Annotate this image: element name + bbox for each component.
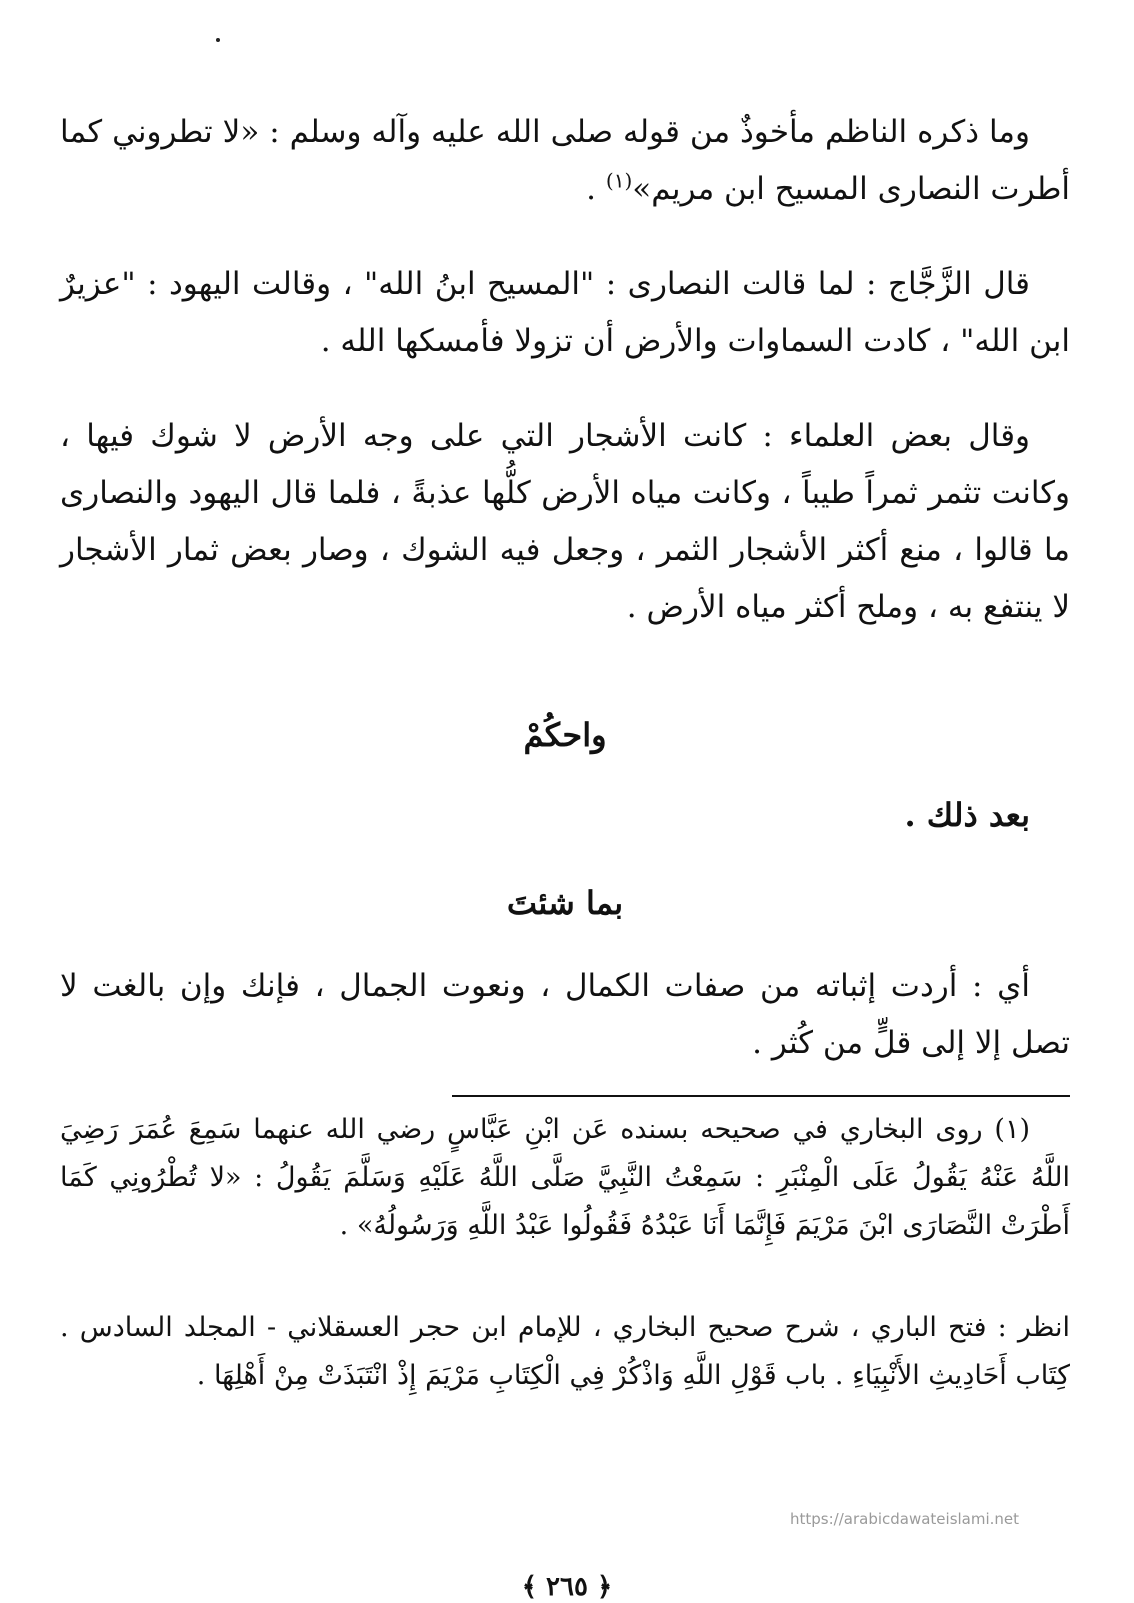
footnote-2: انظر : فتح الباري ، شرح صحيح البخاري ، للإمام ابن حجر العسقلاني - المجلد السادس . كِتَاب أَحَادِيثِ الأَنْبِيَاءِ . باب قَوْلِ اللَّهِ وَاذْكُرْ فِي الْكِتَابِ مَرْيَمَ إِذْ انْتَبَذَتْ مِنْ أَهْلِهَا . bbox=[60, 1312, 1070, 1391]
paragraph-1-text: وما ذكره الناظم مأخوذٌ من قوله صلى الله عليه وآله وسلم : «لا تطروني كما أطرت النصارى المسيح ابن مريم» bbox=[60, 114, 1070, 207]
paragraph-3: وقال بعض العلماء : كانت الأشجار التي على وجه الأرض لا شوك فيها ، وكانت تثمر ثمراً طيباً ، وكانت مياه الأرض كلُّها عذبةً ، فلما قال اليهود والنصارى ما قالوا ، منع أكثر الأشجار الثمر ، وجعل فيه الشوك ، وصار بعض ثمار الأشجار لا ينتفع به ، وملح أكثر مياه الأرض . bbox=[60, 418, 1070, 625]
footnote-1: (١) روى البخاري في صحيحه بسنده عَن ابْنِ عَبَّاسٍ رضي الله عنهما سَمِعَ عُمَرَ رَضِيَ اللَّهُ عَنْهُ يَقُولُ عَلَى الْمِنْبَرِ : سَمِعْتُ النَّبِيَّ صَلَّى اللَّهُ عَلَيْهِ وَسَلَّمَ يَقُولُ : «لا تُطْرُونِي كَمَا أَطْرَتْ النَّصَارَى ابْنَ مَرْيَمَ فَإِنَّمَا أَنَا عَبْدُهُ فَقُولُوا عَبْدُ اللَّهِ وَرَسُولُهُ» . bbox=[60, 1114, 1070, 1241]
heading-wahkum: واحكُمْ bbox=[523, 716, 607, 754]
scan-speck bbox=[216, 38, 220, 42]
paragraph-1 bbox=[60, 104, 1070, 218]
heading-bima-shita: بما شئتَ bbox=[506, 884, 624, 922]
footnote-ref-1[interactable]: (١) bbox=[605, 168, 633, 193]
watermark-url: https://arabicdawateislami.net bbox=[790, 1510, 1020, 1528]
paragraph-1-end: . bbox=[586, 171, 606, 207]
footnote-divider bbox=[452, 1095, 1070, 1097]
page-number: ﴿ ٢٦٥ ﴾ bbox=[521, 1572, 613, 1602]
paragraph-2: قال الزَّجَّاج : لما قالت النصارى : "المسيح ابنُ الله" ، وقالت اليهود : "عزيرٌ ابن الله" ، كادت السماوات والأرض أن تزولا فأمسكها الله . bbox=[60, 266, 1070, 359]
short-line: بعد ذلك . bbox=[904, 796, 1030, 834]
paragraph-4: أي : أردت إثباته من صفات الكمال ، ونعوت الجمال ، فإنك وإن بالغت لا تصل إلا إلى قلٍّ من كُثر . bbox=[60, 968, 1070, 1061]
